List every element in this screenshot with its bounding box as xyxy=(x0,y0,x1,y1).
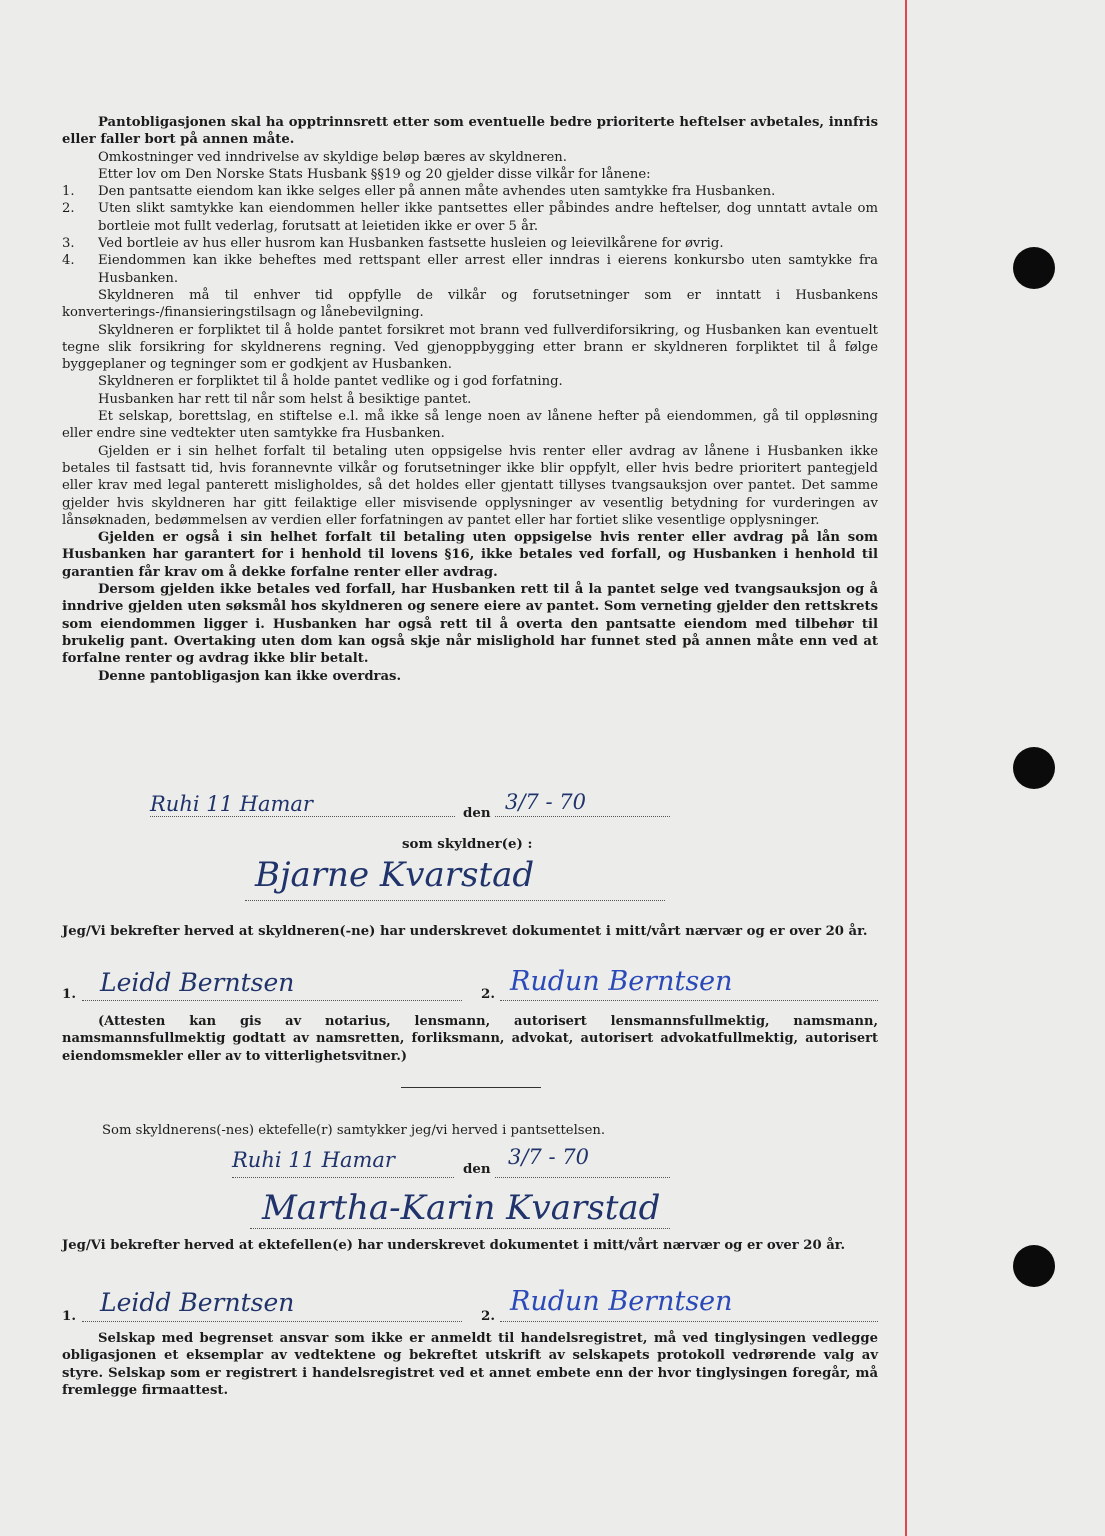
intro-paragraph: Etter lov om Den Norske Stats Husbank §§19 og 20 gjelder disse vilkår for lånene: xyxy=(98,166,651,182)
witness-1-number-2: 1. xyxy=(62,1308,76,1324)
spouse-consent xyxy=(62,1122,878,1139)
witness-statement-2 xyxy=(62,1237,878,1254)
debtor-signature: Bjarne Kvarstad xyxy=(255,855,535,895)
punch-hole-bottom xyxy=(1013,1245,1055,1287)
spouse-signature: Martha-Karin Kvarstad xyxy=(262,1188,661,1228)
spouse-signature-line xyxy=(250,1228,670,1229)
den-label-2: den xyxy=(463,1161,491,1177)
body-paragraph: Gjelden er også i sin helhet forfalt til betaling uten oppsigelse hvis renter eller avdrag på lån som Husbanken har garantert for i henhold til lovens §16, ikke betales ved forfall, og Husbanken i henhold til garantien får krav om å dekke forfalne renter eller avdrag. xyxy=(62,530,878,580)
condition-text: Eiendommen kan ikke beheftes med rettspant eller arrest eller inndras i eierens konkursbo uten samtykke fra Husbanken. xyxy=(98,253,878,286)
condition-number: 2. xyxy=(62,201,75,217)
body-paragraph: Et selskap, borettslag, en stiftelse e.l. må ikke så lenge noen av lånene hefter på eiendommen, gå til oppløsning eller endre sine vedtekter uten samtykke fra Husbanken. xyxy=(62,409,878,442)
place-dotted-line-2 xyxy=(232,1177,454,1178)
witness-statement-text: Jeg/Vi bekrefter herved at ektefellen(e) har underskrevet dokumentet i mitt/vårt nærvær og er over 20 år. xyxy=(62,1238,846,1253)
condition-text: Ved bortleie av hus eller husrom kan Husbanken fastsette husleien og leievilkårene for øvrig. xyxy=(98,236,724,252)
punch-hole-top xyxy=(1013,247,1055,289)
den-label: den xyxy=(463,805,491,821)
condition-item xyxy=(62,200,878,235)
condition-text: Den pantsatte eiendom kan ikke selges eller på annen måte avhendes uten samtykke fra Husbanken. xyxy=(98,184,776,200)
witness-2-number: 2. xyxy=(481,986,495,1002)
witness-2-signature: Rudun Berntsen xyxy=(510,966,733,997)
closing-note xyxy=(62,1330,878,1399)
witness-2-signature-2: Rudun Berntsen xyxy=(510,1286,733,1317)
place-handwritten-2: Ruhi 11 Hamar xyxy=(232,1148,395,1172)
closing-note-text: Selskap med begrenset ansvar som ikke er anmeldt til handelsregistret, må ved tinglysingen vedlegge obligasjonen et eksemplar av vedtektene og bekreftet utskrift av selskapets protokoll vedrørende valg av styre. Selskap som er registrert i handelsregistret ved et annet embete enn der hvor tinglysingen foregår, må fremlegge firmaattest. xyxy=(62,1331,878,1398)
witness-1-number: 1. xyxy=(62,986,76,1002)
intro-paragraph: Pantobligasjonen skal ha opptrinnsrett etter som eventuelle bedre prioriterte heftelser avbetales, innfris eller faller bort på annen måte. xyxy=(62,115,878,148)
witness-statement-text: Jeg/Vi bekrefter herved at skyldneren(-ne) har underskrevet dokumentet i mitt/vårt nærvær og er over 20 år. xyxy=(62,924,868,939)
place-handwritten: Ruhi 11 Hamar xyxy=(150,792,313,816)
debtor-signature-line xyxy=(245,900,665,901)
attest-note-text: (Attesten kan gis av notarius, lensmann, autorisert lensmannsfullmektig, namsmann, namsmannsfullmektig godtatt av namsretten, forliksmann, advokat, autorisert advokatfullmektig, autorisert eiendomsmekler eller av to vitterlighetsvitner.) xyxy=(62,1014,878,1064)
body-paragraph: Dersom gjelden ikke betales ved forfall, har Husbanken rett til å la pantet selge ved tvangsauksjon og å inndrive gjelden uten søksmål hos skyldneren og senere eiere av pantet. Som verneting gjelder den rettskrets som eiendommen ligger i. Husbanken har også rett til å overta den pantsatte eiendom med tilbehør til brukelig pant. Overtaking uten dom kan også skje når mislighold har funnet sted på annen måte enn ved at forfalne renter og avdrag ikke blir betalt. xyxy=(62,582,878,667)
body-paragraph: Denne pantobligasjon kan ikke overdras. xyxy=(98,668,402,684)
body-paragraph: Skyldneren må til enhver tid oppfylle de vilkår og forutsetninger som er inntatt i Husbankens konverterings-/finansieringstilsagn og lånebevilgning. xyxy=(62,287,878,321)
condition-number: 1. xyxy=(62,184,75,200)
witness-1-line xyxy=(82,1000,462,1001)
witness-2-line-2 xyxy=(500,1321,878,1322)
debtor-label: som skyldner(e) : xyxy=(402,836,533,852)
condition-text: Uten slikt samtykke kan eiendommen heller ikke pantsettes eller påbindes andre heftelser, dog unntatt avtale om bortleie mot fullt vederlag, forutsatt at leietiden ikke er over 5 år. xyxy=(98,201,878,234)
intro-paragraph: Omkostninger ved inndrivelse av skyldige beløp bæres av skyldneren. xyxy=(98,149,567,165)
spouse-consent-text: Som skyldnerens(-nes) ektefelle(r) samtykker jeg/vi herved i pantsettelsen. xyxy=(102,1123,606,1138)
body-paragraph: Skyldneren er forpliktet til å holde pantet forsikret mot brann ved fullverdiforsikring, og Husbanken kan eventuelt tegne slik forsikring for skyldnerens regning. Ved gjenoppbygging etter brann er skyldneren forpliktet til å følge byggeplaner og tegninger som er godkjent av Husbanken. xyxy=(62,322,878,373)
date-handwritten-2: 3/7 - 70 xyxy=(508,1145,589,1169)
body-paragraph: Gjelden er i sin helhet forfalt til betaling uten oppsigelse hvis renter eller avdrag av lånene i Husbanken ikke betales til fastsatt tid, hvis forannevnte vilkår og forutsetninger ikke blir oppfylt, eller hvis bedre prioritert pantegjeld eller krav med legal panterett misligholdes, så det holdes eller gjentatt tillyses tvangsauksjon over pantet. Det samme gjelder hvis skyldneren har gitt feilaktige eller misvisende opplysninger av vesentlig betydning for vurderingen av lånsøknaden, bedømmelsen av verdien eller forfatningen av pantet eller har fortiet slike vesentlige opplysninger. xyxy=(62,443,878,528)
attest-note xyxy=(62,1013,878,1065)
witness-statement-1 xyxy=(62,923,878,940)
body-paragraph: Skyldneren er forpliktet til å holde pantet vedlike og i god forfatning. xyxy=(98,374,563,390)
witness-1-line-2 xyxy=(82,1321,462,1322)
place-dotted-line xyxy=(150,816,455,817)
body-paragraph: Husbanken har rett til når som helst å besiktige pantet. xyxy=(98,391,472,407)
date-dotted-line-2 xyxy=(495,1177,670,1178)
condition-item xyxy=(62,252,878,287)
condition-number: 4. xyxy=(62,253,75,269)
conditions-body xyxy=(62,114,878,685)
date-dotted-line xyxy=(495,816,670,817)
condition-item xyxy=(62,235,878,252)
red-margin-line xyxy=(905,0,907,1536)
condition-number: 3. xyxy=(62,236,75,252)
divider-rule xyxy=(401,1087,541,1088)
punch-hole-middle xyxy=(1013,747,1055,789)
witness-1-signature: Leidd Berntsen xyxy=(100,968,295,997)
witness-2-line xyxy=(500,1000,878,1001)
witness-2-number-2: 2. xyxy=(481,1308,495,1324)
condition-item xyxy=(62,183,878,200)
date-handwritten: 3/7 - 70 xyxy=(505,790,586,814)
witness-1-signature-2: Leidd Berntsen xyxy=(100,1288,295,1317)
